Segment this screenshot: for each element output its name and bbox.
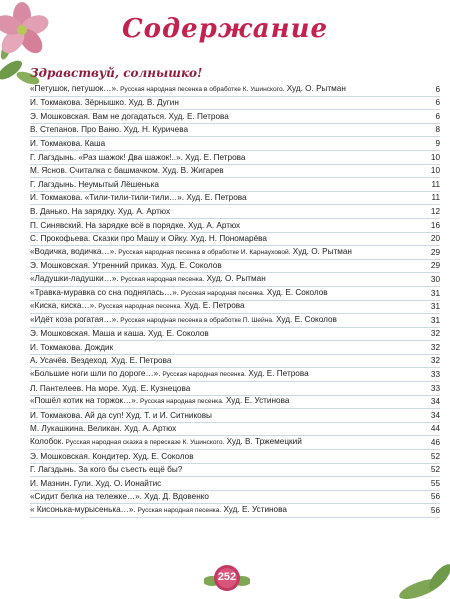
entry-illustrator-text: Худ. О. Рытман — [204, 273, 266, 283]
toc-entry-title — [30, 123, 426, 136]
entry-main-text: Л. Пантелеев. На море. Худ. Е. Кузнецова — [30, 383, 191, 393]
entry-note-text: Русская народная песенка. — [96, 303, 183, 311]
entry-illustrator-text: Худ. О. Рытман — [284, 83, 346, 93]
entry-page-number: 12 — [430, 206, 440, 216]
entry-main-text: «Киска, киска…». — [30, 301, 97, 311]
entry-page-number: 11 — [431, 179, 440, 189]
toc-entry — [30, 165, 440, 179]
toc-entry — [30, 368, 440, 382]
toc-entry — [30, 477, 440, 491]
toc-entry — [30, 137, 440, 151]
toc-entry-title — [30, 259, 426, 272]
toc-entry-title — [30, 367, 426, 381]
entry-page-number: 11 — [431, 193, 440, 203]
entry-main-text: П. Синявский. На зарядке всё в порядке. Худ. А. Артюх — [30, 220, 241, 230]
toc-entry — [30, 110, 440, 124]
entry-note-text: Русская народная песенка. — [179, 289, 265, 297]
entry-page-number: 20 — [430, 234, 440, 244]
toc-entry-title — [30, 341, 426, 354]
entry-main-text: «Большие ноги шли по дороге…». — [30, 369, 161, 379]
entry-main-text: « Кисонька-мурысенька…». — [30, 505, 136, 514]
toc-entry — [30, 464, 440, 478]
entry-note-text: Русская народная песенка. — [138, 398, 224, 406]
entry-main-text: В. Степанов. Про Ваню. Худ. Н. Куричева — [30, 125, 189, 135]
toc-entry-title — [30, 477, 426, 490]
toc-entry-title — [30, 164, 426, 177]
entry-page-number: 10 — [430, 152, 440, 162]
toc-entry-title — [30, 299, 426, 313]
entry-page-number: 32 — [430, 356, 440, 366]
toc-entry-title — [30, 463, 426, 476]
entry-main-text: А. Усачёв. Вездеход. Худ. Е. Петрова — [30, 356, 172, 366]
entry-main-text: Э. Мошковская. Вам не догадаться. Худ. Е. Петрова — [30, 111, 229, 121]
entry-illustrator-text: Худ. Е. Петрова — [182, 301, 245, 311]
entry-page-number: 9 — [435, 138, 440, 148]
entry-page-number: 52 — [430, 451, 440, 461]
toc-entry-title — [30, 450, 426, 463]
entry-main-text: Э. Мошковская. Маша и каша. Худ. Е. Соколов — [30, 329, 209, 339]
toc-entry — [30, 314, 440, 328]
entry-illustrator-text: Худ. В. Тржемецкий — [224, 437, 302, 447]
toc-entry-title — [30, 272, 426, 286]
table-of-contents — [30, 83, 440, 518]
entry-main-text: «Пошёл котик на торжок…». — [30, 396, 139, 406]
toc-entry-title — [30, 422, 426, 435]
entry-page-number: 10 — [430, 166, 440, 176]
toc-entry — [30, 409, 440, 423]
entry-main-text: В. Данько. На зарядку. Худ. А. Артюх — [30, 206, 171, 216]
toc-entry-title — [30, 409, 426, 422]
entry-illustrator-text: Худ. О. Рытман — [290, 246, 352, 256]
entry-note-text: Русская народная сказка в пересказе К. Ушинского. — [63, 439, 225, 447]
entry-page-number: 46 — [430, 438, 440, 448]
entry-main-text: «Петушок, петушок…». — [30, 83, 119, 93]
toc-entry — [30, 178, 440, 192]
entry-main-text: Г. Лагздынь. Неумытый Лёшенька — [30, 179, 159, 189]
page-number: 252 — [217, 571, 237, 583]
toc-entry — [30, 124, 440, 138]
entry-page-number: 34 — [430, 410, 440, 420]
entry-page-number: 34 — [430, 397, 440, 407]
entry-main-text: Э. Мошковская. Утренний приказ. Худ. Е. Соколов — [30, 261, 222, 271]
entry-illustrator-text: Худ. Е. Петрова — [246, 369, 309, 379]
section-heading: Здравствуй, солнышко! — [30, 66, 203, 80]
toc-entry-title — [30, 110, 426, 123]
toc-entry-title — [30, 137, 426, 150]
entry-page-number: 52 — [430, 465, 440, 475]
toc-entry-title — [30, 82, 426, 96]
toc-entry-title — [30, 286, 426, 300]
toc-entry-title — [30, 490, 426, 503]
entry-main-text: И. Мазнин. Гули. Худ. О. Ионайтис — [30, 478, 162, 488]
entry-page-number: 6 — [435, 84, 440, 94]
entry-note-text: Русская народная песенка в обработке П. Шейна. — [118, 316, 274, 324]
toc-entry — [30, 205, 440, 219]
entry-note-text: Русская народная песенка. — [135, 507, 222, 514]
toc-entry — [30, 436, 440, 450]
toc-entry — [30, 97, 440, 111]
toc-entry — [30, 450, 440, 464]
toc-entry — [30, 328, 440, 342]
entry-page-number: 56 — [430, 492, 440, 502]
entry-page-number: 30 — [430, 274, 440, 284]
toc-entry-title — [30, 382, 426, 395]
entry-illustrator-text: Худ. Е. Соколов — [273, 314, 337, 324]
toc-entry-title — [30, 313, 426, 327]
entry-illustrator-text: Худ. Е. Устинова — [223, 396, 290, 406]
entry-page-number: 31 — [430, 302, 440, 312]
entry-main-text: М. Яснов. Считалка с башмачком. Худ. В. Жигарев — [30, 166, 224, 176]
toc-entry-title — [30, 394, 426, 408]
toc-entry-title — [30, 503, 426, 517]
toc-entry-title — [30, 354, 426, 367]
toc-entry-title — [30, 219, 426, 232]
entry-page-number: 31 — [430, 315, 440, 325]
entry-page-number: 8 — [435, 125, 440, 135]
toc-entry — [30, 151, 440, 165]
entry-page-number: 29 — [430, 261, 440, 271]
entry-page-number: 29 — [430, 247, 440, 257]
toc-entry-title — [30, 232, 426, 245]
entry-page-number: 6 — [435, 111, 440, 121]
toc-entry — [30, 341, 440, 355]
entry-main-text: «Травка-муравка со сна поднялась…». — [30, 287, 180, 297]
entry-main-text: Г. Лагздынь. «Раз шажок! Два шажок!..». Худ. Е. Петрова — [30, 152, 246, 162]
entry-page-number: 32 — [430, 329, 440, 339]
entry-page-number: 56 — [430, 506, 440, 515]
entry-main-text: И. Токмакова. Ай да суп! Худ. Т. и И. Ситниковы — [30, 410, 212, 420]
toc-entry — [30, 504, 440, 518]
entry-page-number: 32 — [430, 342, 440, 352]
entry-main-text: «Ладушки-ладушки…». — [30, 273, 119, 283]
toc-entry-title — [30, 245, 426, 259]
page-title: Содержание — [121, 14, 329, 44]
entry-main-text: Колобок. — [30, 437, 64, 447]
entry-page-number: 33 — [430, 383, 440, 393]
toc-entry — [30, 246, 440, 260]
entry-page-number: 33 — [430, 370, 440, 380]
toc-entry-title — [30, 327, 426, 340]
entry-main-text: И. Токмакова. Зёрнышко. Худ. В. Дугин — [30, 98, 179, 108]
entry-page-number: 44 — [430, 424, 440, 434]
entry-page-number: 31 — [430, 288, 440, 298]
entry-main-text: Э. Мошковская. Кондитер. Худ. Е. Соколов — [30, 451, 194, 461]
entry-main-text: М. Лукашкина. Великан. Худ. А. Артюх — [30, 424, 177, 434]
entry-page-number: 55 — [430, 478, 440, 488]
entry-main-text: «Водичка, водичка…». — [30, 246, 117, 256]
toc-entry — [30, 219, 440, 233]
entry-illustrator-text: Худ. Е. Устинова — [221, 505, 287, 514]
toc-entry-title — [30, 96, 426, 109]
entry-note-text: Русская народная песенка в обработке И. Карнауховой. — [116, 248, 291, 256]
entry-main-text: И. Токмакова. Каша — [30, 138, 106, 148]
toc-entry — [30, 192, 440, 206]
toc-entry — [30, 83, 440, 97]
entry-main-text: И. Токмакова. «Тили-тили-тили-тили…». Худ. Е. Петрова — [30, 193, 247, 203]
entry-note-text: Русская народная песенка в обработке К. Ушинского. — [118, 85, 285, 93]
entry-main-text: «Идёт коза рогатая…». — [30, 314, 119, 324]
entry-note-text: Русская народная песенка. — [160, 371, 247, 379]
entry-page-number: 6 — [435, 98, 440, 108]
entry-main-text: С. Прокофьева. Сказки про Машу и Ойку. Худ. Н. Пономарёва — [30, 234, 267, 244]
entry-main-text: «Сидит белка на тележке…». Худ. Д. Вдовенко — [30, 492, 209, 502]
entry-page-number: 16 — [430, 220, 440, 230]
entry-note-text: Русская народная песенка. — [118, 275, 205, 283]
toc-entry-title — [30, 178, 426, 191]
toc-entry-title — [30, 191, 426, 204]
leaves-decoration-icon — [360, 559, 450, 599]
toc-entry-title — [30, 151, 426, 164]
toc-entry-title — [30, 205, 426, 218]
toc-entry — [30, 396, 440, 410]
entry-main-text: Г. Лагздынь. За кого бы съесть ещё бы? — [30, 465, 183, 475]
entry-illustrator-text: Худ. Е. Соколов — [264, 287, 328, 297]
entry-main-text: И. Токмакова. Дождик — [30, 342, 114, 352]
toc-entry-title — [30, 435, 426, 449]
